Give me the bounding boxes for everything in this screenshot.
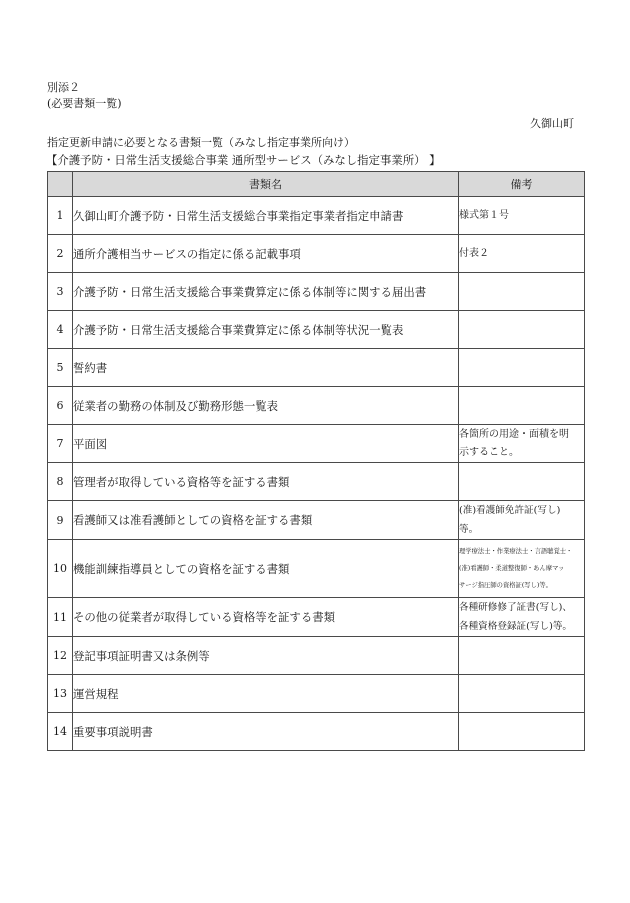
remarks-cell — [459, 501, 585, 540]
document-name: 誓約書 — [73, 349, 459, 387]
document-name: 平面図 — [73, 425, 459, 463]
table-row — [48, 311, 585, 349]
document-name: 運営規程 — [73, 675, 459, 713]
table-row — [48, 425, 585, 463]
remarks-cell — [459, 713, 585, 751]
table-row — [48, 598, 585, 637]
document-name: 登記事項証明書又は条例等 — [73, 637, 459, 675]
table-row — [48, 235, 585, 273]
table-header-name: 書類名 — [73, 172, 459, 197]
table-row — [48, 463, 585, 501]
remarks-cell — [459, 311, 585, 349]
remarks-cell — [459, 598, 585, 637]
table-row — [48, 349, 585, 387]
row-number: 10 — [48, 540, 73, 598]
remarks-line: サージ指圧師の資格証(写し)等。 — [459, 582, 552, 589]
document-name: 久御山町介護予防・日常生活支援総合事業指定事業者指定申請書 — [73, 197, 459, 235]
document-title: 指定更新申請に必要となる書類一覧（みなし指定事業所向け） — [47, 136, 355, 149]
remarks-cell — [459, 197, 585, 235]
table-row — [48, 387, 585, 425]
document-name: 管理者が取得している資格等を証する書類 — [73, 463, 459, 501]
table-header-remarks: 備考 — [459, 172, 585, 197]
row-number: 12 — [48, 637, 73, 675]
remarks-cell — [459, 387, 585, 425]
remarks-line: 各種研修修了証書(写し)、 — [459, 602, 573, 613]
remarks-cell — [459, 675, 585, 713]
municipality-name: 久御山町 — [530, 117, 574, 130]
document-subtitle: (必要書類一覧) — [47, 97, 122, 110]
table-row — [48, 197, 585, 235]
remarks-cell — [459, 273, 585, 311]
row-number: 3 — [48, 273, 73, 311]
remarks-cell — [459, 637, 585, 675]
remarks-cell — [459, 540, 585, 598]
document-name: 機能訓練指導員としての資格を証する書類 — [73, 540, 459, 598]
row-number: 2 — [48, 235, 73, 273]
row-number: 1 — [48, 197, 73, 235]
document-name: 通所介護相当サービスの指定に係る記載事項 — [73, 235, 459, 273]
table-header-number — [48, 172, 73, 197]
remarks-line: 示すること。 — [459, 446, 519, 458]
table-row — [48, 713, 585, 751]
row-number: 5 — [48, 349, 73, 387]
table-row — [48, 501, 585, 540]
document-name: 看護師又は准看護師としての資格を証する書類 — [73, 501, 459, 540]
annex-label: 別添２ — [47, 81, 80, 94]
required-documents-table — [47, 171, 585, 751]
remarks-line: 付表２ — [459, 247, 489, 259]
table-row — [48, 637, 585, 675]
table-header-row — [48, 172, 585, 197]
row-number: 8 — [48, 463, 73, 501]
row-number: 4 — [48, 311, 73, 349]
row-number: 6 — [48, 387, 73, 425]
table-row — [48, 540, 585, 598]
row-number: 11 — [48, 598, 73, 637]
row-number: 9 — [48, 501, 73, 540]
remarks-cell — [459, 463, 585, 501]
remarks-cell — [459, 235, 585, 273]
remarks-cell — [459, 349, 585, 387]
row-number: 13 — [48, 675, 73, 713]
table-row — [48, 675, 585, 713]
remarks-line: 等。 — [459, 524, 479, 535]
remarks-line: 理学療法士・作業療法士・言語聴覚士・ — [459, 548, 573, 555]
document-name: その他の従業者が取得している資格等を証する書類 — [73, 598, 459, 637]
document-name: 介護予防・日常生活支援総合事業費算定に係る体制等に関する届出書 — [73, 273, 459, 311]
row-number: 7 — [48, 425, 73, 463]
remarks-line: (准)看護師免許証(写し) — [459, 505, 561, 516]
service-category-heading: 【介護予防・日常生活支援総合事業 通所型サービス（みなし指定事業所） 】 — [46, 153, 441, 167]
remarks-line: (准)看護師・柔道整復師・あん摩マッ — [459, 565, 565, 572]
remarks-line: 各種資格登録証(写し)等。 — [459, 621, 573, 632]
document-name: 従業者の勤務の体制及び勤務形態一覧表 — [73, 387, 459, 425]
document-name: 介護予防・日常生活支援総合事業費算定に係る体制等状況一覧表 — [73, 311, 459, 349]
row-number: 14 — [48, 713, 73, 751]
remarks-line: 各箇所の用途・面積を明 — [459, 428, 569, 440]
remarks-line: 様式第１号 — [459, 209, 509, 221]
remarks-cell — [459, 425, 585, 463]
table-row — [48, 273, 585, 311]
document-name: 重要事項説明書 — [73, 713, 459, 751]
